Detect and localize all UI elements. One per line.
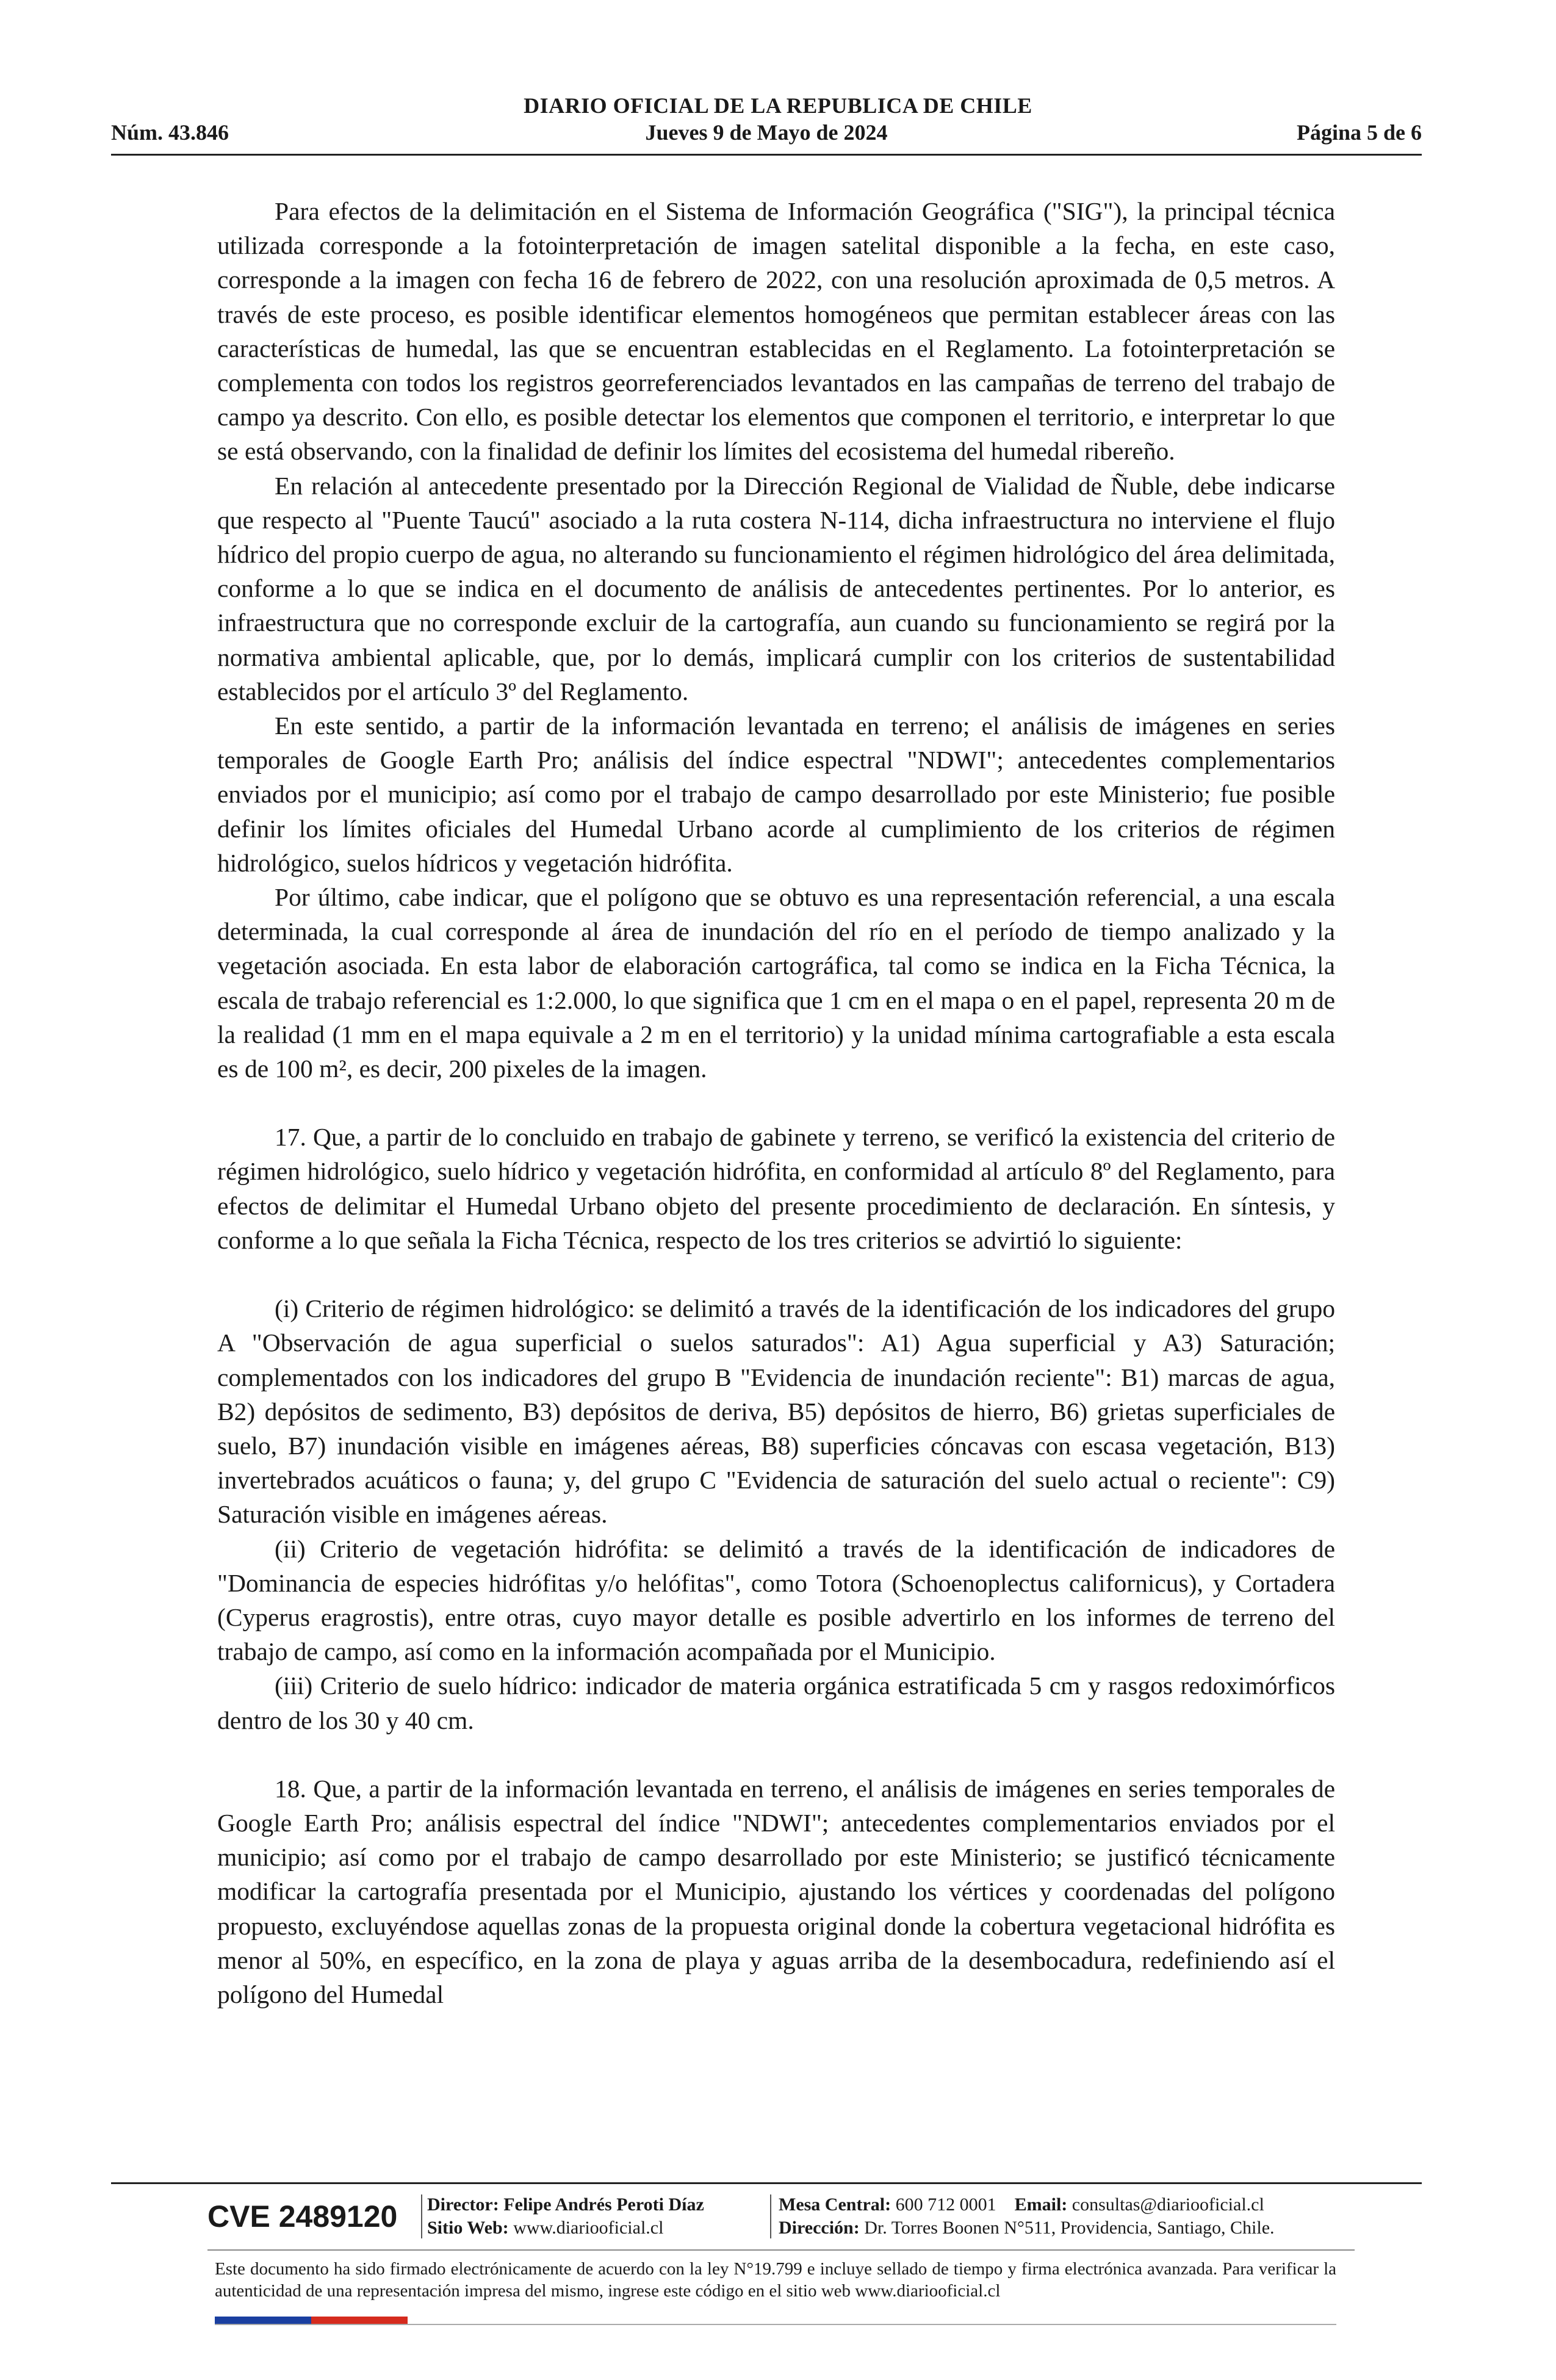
flag-stripe-red xyxy=(311,2317,408,2324)
issue-number: Núm. 43.846 xyxy=(111,120,229,145)
footer-separator xyxy=(421,2194,422,2238)
issue-date: Jueves 9 de Mayo de 2024 xyxy=(645,120,888,145)
paragraph-criterio-iii: (iii) Criterio de suelo hídrico: indicador de materia orgánica estratificada 5 cm y rasgos redoximórficos dentro de los 30 y 40 cm. xyxy=(217,1671,1335,1734)
site-label: Sitio Web: xyxy=(427,2218,509,2238)
mesa-phone: 600 712 0001 xyxy=(895,2194,996,2215)
address-label: Dirección: xyxy=(779,2218,860,2238)
footer-contact-block xyxy=(779,2193,1275,2240)
flag-stripe-blue xyxy=(215,2317,311,2324)
footer-bottom-line xyxy=(215,2324,1336,2325)
email-label: Email: xyxy=(1014,2194,1068,2215)
document-body xyxy=(217,194,1335,2011)
paragraph-vialidad: En relación al antecedente presentado por la Dirección Regional de Vialidad de Ñuble, debe indicarse que respecto al "Puente Taucú" asociado a la ruta costera N-114, dicha infraestructura no interviene el flujo hídrico del propio cuerpo de agua, no alterando su funcionamiento el régimen hidrológico del área delimitada, conforme a lo que se indica en el documento de análisis de antecedentes pertinentes. Por lo anterior, es infraestructura que no corresponde excluir de la cartografía, aun cuando su funcionamiento se regirá por la normativa ambiental aplicable, que, por lo demás, implicará cumplir con los criterios de sustentabilidad establecidos por el artículo 3º del Reglamento. xyxy=(217,471,1335,705)
address-value: Dr. Torres Boonen N°511, Providencia, Santiago, Chile. xyxy=(864,2218,1275,2238)
mesa-label: Mesa Central: xyxy=(779,2194,891,2215)
spacer xyxy=(217,1737,1335,1772)
spacer xyxy=(217,1257,1335,1291)
publication-title: DIARIO OFICIAL DE LA REPUBLICA DE CHILE xyxy=(524,93,1032,118)
footer-divider xyxy=(111,2182,1422,2184)
paragraph-sig: Para efectos de la delimitación en el Sistema de Información Geográfica ("SIG"), la principal técnica utilizada corresponde a la fotointerpretación de imagen satelital disponible a la fecha, en este caso, corresponde a la imagen con fecha 16 de febrero de 2022, con una resolución aproximada de 0,5 metros. A través de este proceso, es posible identificar elementos homogéneos que permitan establecer áreas con las características de humedal, las que se encuentran establecidas en el Reglamento. La fotointerpretación se complementa con todos los registros georreferenciados levantados en las campañas de terreno del trabajo de campo ya descrito. Con ello, es posible detectar los elementos que componen el territorio, e interpretar lo que se está observando, con la finalidad de definir los límites del ecosistema del humedal ribereño. xyxy=(217,197,1335,466)
director-label: Director: xyxy=(427,2194,499,2215)
header-row xyxy=(111,120,1422,149)
paragraph-17: 17. Que, a partir de lo concluido en trabajo de gabinete y terreno, se verificó la existencia del criterio de régimen hidrológico, suelo hídrico y vegetación hidrófita, en conformidad al artículo 8º del Reglamento, para efectos de delimitar el Humedal Urbano objeto del presente procedimiento de declaración. En síntesis, y conforme a lo que señala la Ficha Técnica, respecto de los tres criterios se advirtió lo siguiente: xyxy=(217,1123,1335,1254)
header-divider xyxy=(111,154,1422,156)
page-number: Página 5 de 6 xyxy=(1296,120,1422,145)
footer-separator xyxy=(770,2194,771,2238)
footer-director-block xyxy=(427,2193,704,2240)
spacer xyxy=(217,1086,1335,1120)
paragraph-sentido: En este sentido, a partir de la información levantada en terreno; el análisis de imágenes en series temporales de Google Earth Pro; análisis del índice espectral "NDWI"; antecedentes complementarios enviados por el municipio; así como por el trabajo de campo desarrollado por este Ministerio; fue posible definir los límites oficiales del Humedal Urbano acorde al cumplimiento de los criterios de régimen hidrológico, suelos hídricos y vegetación hidrófita. xyxy=(217,712,1335,877)
paragraph-criterio-i: (i) Criterio de régimen hidrológico: se delimitó a través de la identificación de los indicadores del grupo A "Observación de agua superficial o suelos saturados": A1) Agua superficial y A3) Saturación; complementados con los indicadores del grupo B "Evidencia de inundación reciente": B1) marcas de agua, B2) depósitos de sedimento, B3) depósitos de deriva, B5) depósitos de hierro, B6) grietas superficiales de suelo, B7) inundación visible en imágenes aéreas, B8) superficies cóncavas con escasa vegetación, B13) invertebrados acuáticos o fauna; y, del grupo C "Evidencia de saturación del suelo actual o reciente": C9) Saturación visible en imágenes aéreas. xyxy=(217,1294,1335,1529)
cve-code: CVE 2489120 xyxy=(207,2199,398,2234)
footer-inner-divider xyxy=(207,2249,1355,2251)
paragraph-criterio-ii: (ii) Criterio de vegetación hidrófita: se delimitó a través de la identificación de indicadores de "Dominancia de especies hidrófitas y/o helófitas", como Totora (Schoenoplectus californicus), y Cortadera (Cyperus eragrostis), entre otras, cuyo mayor detalle es posible advertirlo en los informes de terreno del trabajo de campo, así como en la información acompañada por el Municipio. xyxy=(217,1534,1335,1666)
site-link[interactable]: www.diariooficial.cl xyxy=(513,2218,664,2238)
paragraph-18: 18. Que, a partir de la información levantada en terreno, el análisis de imágenes en series temporales de Google Earth Pro; análisis espectral del índice "NDWI"; antecedentes complementarios enviados por el municipio; así como por el trabajo de campo desarrollado por este Ministerio; se justificó técnicamente modificar la cartografía presentada por el Municipio, ajustando los vértices y coordenadas del polígono propuesto, excluyéndose aquellas zonas de la propuesta original donde la cobertura vegetacional hidrófita es menor al 50%, en específico, en la zona de playa y aguas arriba de la desembocadura, redefiniendo así el polígono del Humedal xyxy=(217,1774,1335,2008)
director-name: Felipe Andrés Peroti Díaz xyxy=(503,2194,704,2215)
paragraph-ultimo: Por último, cabe indicar, que el polígono que se obtuvo es una representación referencial, a una escala determinada, la cual corresponde al área de inundación del río en el período de tiempo analizado y la vegetación asociada. En esta labor de elaboración cartográfica, tal como se indica en la Ficha Técnica, la escala de trabajo referencial es 1:2.000, lo que significa que 1 cm en el mapa o en el papel, representa 20 m de la realidad (1 mm en el mapa equivale a 2 m en el territorio) y la unidad mínima cartografiable a esta escala es de 100 m², es decir, 200 pixeles de la imagen. xyxy=(217,883,1335,1083)
signature-note: Este documento ha sido firmado electrónicamente de acuerdo con la ley N°19.799 e incluye sellado de tiempo y firma electrónica avanzada. Para verificar la autenticidad de una representación impresa del mismo, ingrese este código en el sitio web www.diariooficial.cl xyxy=(215,2259,1336,2301)
email-link[interactable]: consultas@diariooficial.cl xyxy=(1072,2194,1264,2215)
